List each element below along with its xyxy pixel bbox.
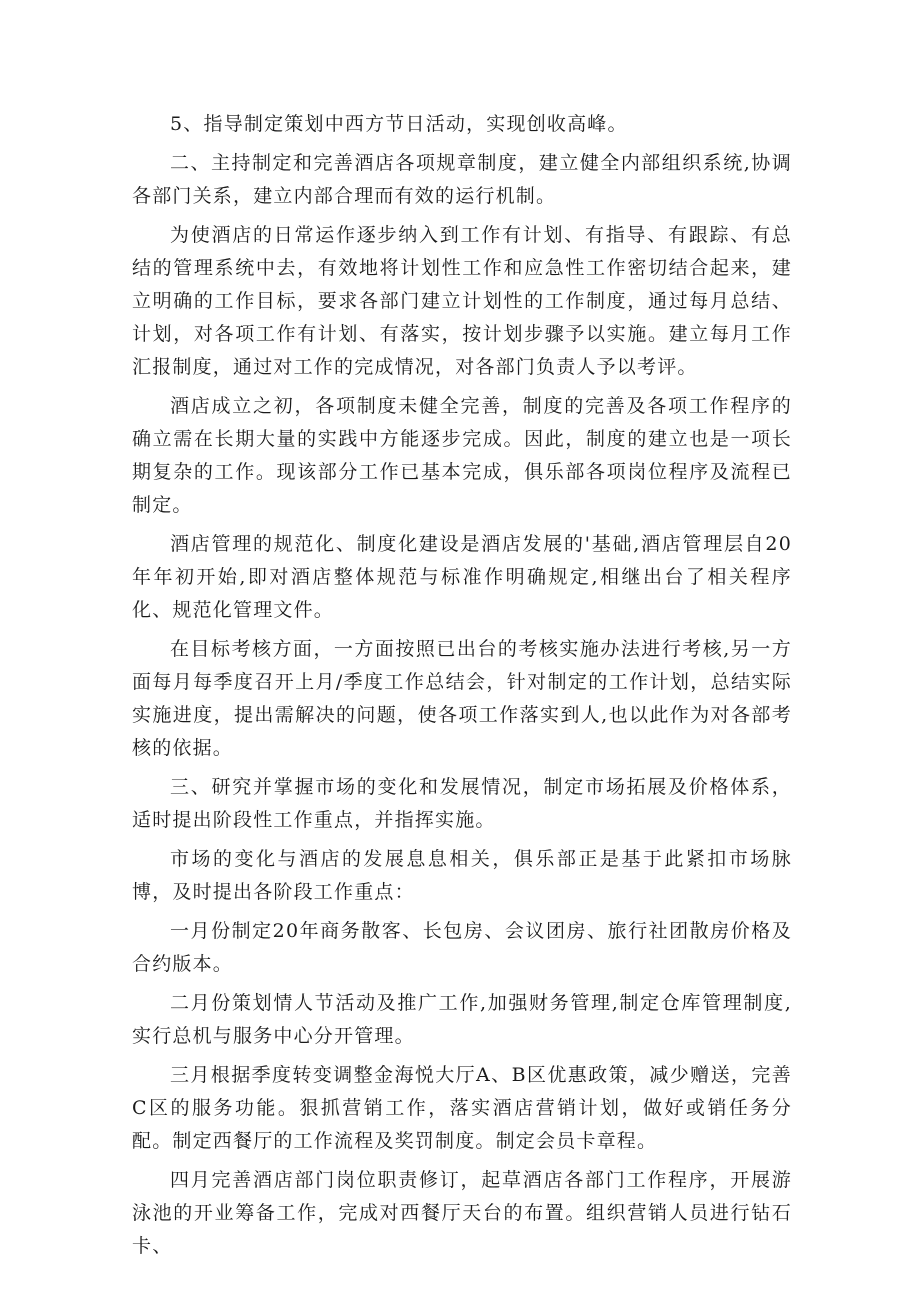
paragraph: 一月份制定20年商务散客、长包房、会议团房、旅行社团散房价格及合约版本。 [132,920,792,975]
paragraph: 三月根据季度转变调整金海悦大厅A、B区优惠政策，减少赠送，完善C区的服务功能。狠抓营销工作，落实酒店营销计划，做好或销任务分配。制定西餐厅的工作流程及奖罚制度。制定会员卡章程。 [132,1064,792,1152]
document-body [132,108,792,1269]
paragraph: 酒店成立之初，各项制度未健全完善，制度的完善及各项工作程序的确立需在长期大量的实践中方能逐步完成。因此，制度的建立也是一项长期复杂的工作。现该部分工作已基本完成，俱乐部各项岗位程序及流程已制定。 [132,395,792,516]
paragraph: 二、主持制定和完善酒店各项规章制度，建立健全内部组织系统,协调各部门关系，建立内部合理而有效的运行机制。 [132,152,792,207]
paragraph: 市场的变化与酒店的发展息息相关，俱乐部正是基于此紧扣市场脉博，及时提出各阶段工作重点： [132,848,792,903]
paragraph: 四月完善酒店部门岗位职责修订，起草酒店各部门工作程序，开展游泳池的开业筹备工作，完成对西餐厅天台的布置。组织营销人员进行钻石卡、 [132,1169,792,1257]
paragraph: 为使酒店的日常运作逐步纳入到工作有计划、有指导、有跟踪、有总结的管理系统中去，有效地将计划性工作和应急性工作密切结合起来，建立明确的工作目标，要求各部门建立计划性的工作制度，通过每月总结、计划，对各项工作有计划、有落实，按计划步骤予以实施。建立每月工作汇报制度，通过对工作的完成情况，对各部门负责人予以考评。 [132,224,792,378]
paragraph: 酒店管理的规范化、制度化建设是酒店发展的'基础,酒店管理层自20年年初开始,即对酒店整体规范与标准作明确规定,相继出台了相关程序化、规范化管理文件。 [132,533,792,621]
paragraph: 二月份策划情人节活动及推广工作,加强财务管理,制定仓库管理制度,实行总机与服务中心分开管理。 [132,992,792,1047]
paragraph: 5、指导制定策划中西方节日活动，实现创收高峰。 [170,113,628,135]
paragraph: 三、研究并掌握市场的变化和发展情况，制定市场拓展及价格体系，适时提出阶段性工作重点，并指挥实施。 [132,776,792,831]
paragraph: 在目标考核方面，一方面按照已出台的考核实施办法进行考核,另一方面每月每季度召开上月/季度工作总结会，针对制定的工作计划，总结实际实施进度，提出需解决的问题，使各项工作落实到人,也以此作为对各部考核的依据。 [132,638,792,759]
